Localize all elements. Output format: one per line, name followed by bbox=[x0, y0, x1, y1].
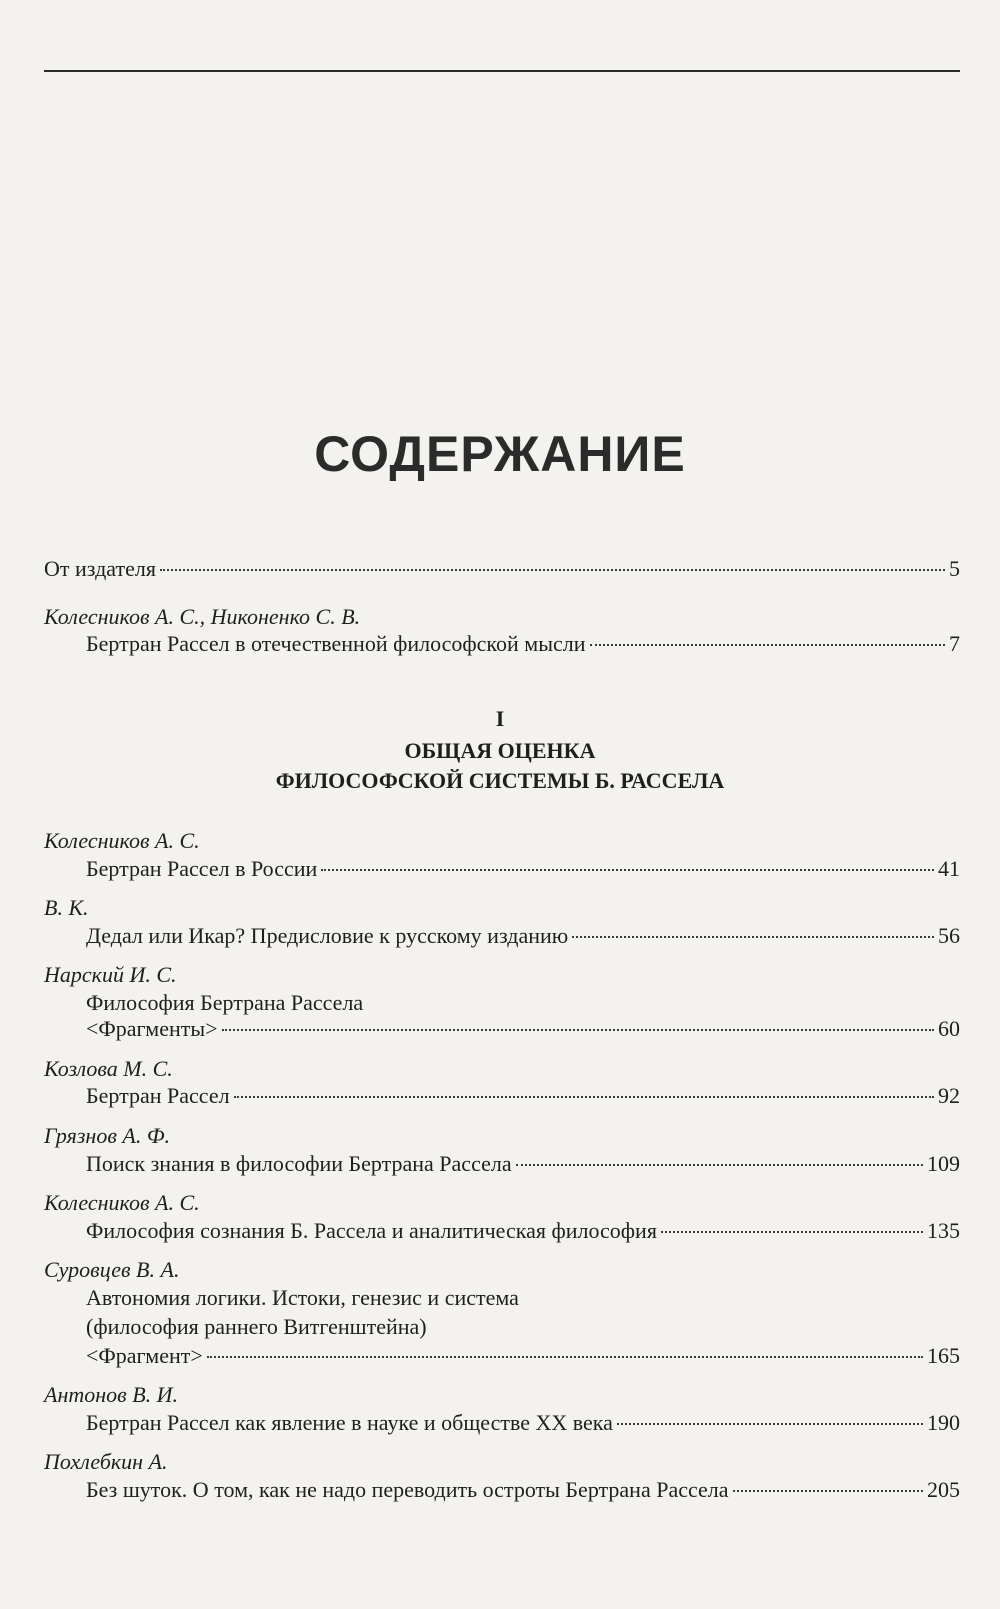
entry-title: <Фрагмент> bbox=[86, 1343, 203, 1368]
entry-title: Бертран Рассел в России bbox=[86, 856, 318, 881]
entry-title: Бертран Рассел как явление в науке и обществе XX века bbox=[86, 1410, 613, 1435]
entry-title: Дедал или Икар? Предисловие к русскому изданию bbox=[86, 923, 569, 948]
entry-page: 60 bbox=[938, 1016, 960, 1041]
entry-author: Антонов В. И. bbox=[44, 1382, 179, 1407]
entry-page: 41 bbox=[938, 856, 960, 881]
entry-page: 135 bbox=[927, 1218, 960, 1243]
entry-author: Колесников А. С., Никоненко С. В. bbox=[44, 604, 361, 629]
dot-leader bbox=[661, 1231, 923, 1233]
entry-page: 190 bbox=[927, 1410, 960, 1435]
entry-title: Философия сознания Б. Рассела и аналитическая философия bbox=[86, 1218, 657, 1243]
entry-author: Грязнов А. Ф. bbox=[44, 1123, 171, 1148]
entry-page: 7 bbox=[949, 631, 960, 656]
entry-author: В. К. bbox=[44, 895, 89, 920]
toc-entry[interactable] bbox=[86, 1343, 960, 1375]
page-title: СОДЕРЖАНИЕ bbox=[314, 426, 686, 482]
entry-author: Козлова М. С. bbox=[44, 1056, 173, 1081]
toc-entry[interactable] bbox=[86, 856, 960, 888]
entry-author: Нарский И. С. bbox=[44, 962, 177, 987]
dot-leader bbox=[590, 644, 945, 646]
toc-entry-publisher[interactable] bbox=[44, 556, 960, 588]
entry-page: 205 bbox=[927, 1477, 960, 1502]
dot-leader bbox=[321, 869, 934, 871]
toc-entry[interactable] bbox=[86, 923, 960, 955]
toc-entry[interactable] bbox=[86, 1151, 960, 1183]
toc-entry[interactable] bbox=[86, 1083, 960, 1115]
dot-leader bbox=[516, 1164, 923, 1166]
entry-title: Бертран Рассел bbox=[86, 1083, 230, 1108]
entry-author: Колесников А. С. bbox=[44, 828, 200, 853]
dot-leader bbox=[207, 1356, 923, 1358]
toc-entry[interactable] bbox=[86, 1016, 960, 1048]
dot-leader bbox=[160, 569, 945, 571]
entry-title-line: Автономия логики. Истоки, генезис и система bbox=[86, 1285, 519, 1310]
section-title-line1: ОБЩАЯ ОЦЕНКА bbox=[404, 738, 596, 763]
dot-leader bbox=[572, 936, 934, 938]
entry-title: Бертран Рассел в отечественной философской мысли bbox=[86, 631, 586, 656]
entry-title-line: Философия Бертрана Рассела bbox=[86, 990, 364, 1015]
section-title-line2: ФИЛОСОФСКОЙ СИСТЕМЫ Б. РАССЕЛА bbox=[275, 768, 725, 793]
entry-page: 109 bbox=[927, 1151, 960, 1176]
entry-title: <Фрагменты> bbox=[86, 1016, 218, 1041]
entry-page: 165 bbox=[927, 1343, 960, 1368]
entry-page: 92 bbox=[938, 1083, 960, 1108]
section-number: I bbox=[495, 706, 505, 731]
entry-page: 5 bbox=[949, 556, 960, 581]
toc-entry-intro[interactable] bbox=[86, 631, 960, 663]
entry-author: Суровцев В. А. bbox=[44, 1257, 180, 1282]
entry-page: 56 bbox=[938, 923, 960, 948]
entry-title: Поиск знания в философии Бертрана Рассела bbox=[86, 1151, 512, 1176]
toc-entry[interactable] bbox=[86, 1477, 960, 1509]
toc-entry[interactable] bbox=[86, 1410, 960, 1442]
entry-title: От издателя bbox=[44, 556, 156, 581]
entry-author: Колесников А. С. bbox=[44, 1190, 200, 1215]
entry-title-line: (философия раннего Витгенштейна) bbox=[86, 1314, 427, 1339]
dot-leader bbox=[617, 1423, 923, 1425]
entry-title: Без шуток. О том, как не надо переводить остроты Бертрана Рассела bbox=[86, 1477, 729, 1502]
entry-author: Похлебкин А. bbox=[44, 1449, 168, 1474]
toc-entry[interactable] bbox=[86, 1218, 960, 1250]
dot-leader bbox=[733, 1490, 923, 1492]
header-rule bbox=[44, 70, 960, 72]
dot-leader bbox=[234, 1096, 934, 1098]
dot-leader bbox=[222, 1029, 934, 1031]
